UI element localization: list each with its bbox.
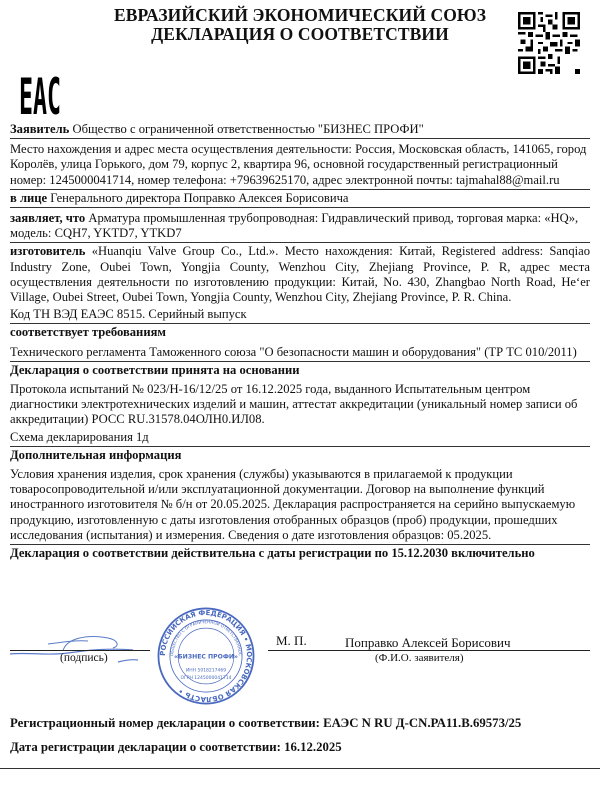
validity-statement: Декларация о соответствии действительна с даты регистрации по 15.12.2030 включительно bbox=[10, 546, 535, 561]
tn-ved-code: Код ТН ВЭД ЕАЭС 8515. Серийный выпуск bbox=[10, 306, 590, 324]
basis-label: Декларация о соответствии принята на основании bbox=[10, 362, 300, 377]
applicant-row bbox=[10, 121, 590, 139]
basis-value: Протокола испытаний № 023/Н-16/12/25 от 16.12.2025 года, выданного Испытательным центром диагностики электротехнических изделий и машин, аттестат аккредитации (уникальный номер записи об аккредитации) РОСС RU.31578.04ОЛН0.ИЛ08. bbox=[10, 382, 578, 427]
declares-row bbox=[10, 210, 590, 243]
additional-info-value: Условия хранения изделия, срок хранения (службы) указываются в прилагаемой к продукции товаросопроводительной и/или эксплуатационной документации. Договор на выполнение функций иностранного изготовителя № б/н от 20.05.2025. Декларация распространяется на серийно выпускаемую продукцию, изготовленную с даты изготовления отобранных образцов (проб) продукции, прошедших исследования (испытания) и измерения. Сведения о дате изготовления образцов: 05.2025. bbox=[10, 466, 590, 545]
signature-line bbox=[10, 650, 150, 651]
company-seal-stamp bbox=[152, 606, 260, 706]
signature-caption: (подпись) bbox=[60, 652, 108, 664]
bottom-rule bbox=[0, 768, 600, 769]
declares-value: Арматура промышленная трубопроводная: Гидравлический привод, торговая марка: «HQ», модель: CQH7, YKTD7, YTKD7 bbox=[10, 211, 579, 241]
title-union: ЕВРАЗИЙСКИЙ ЭКОНОМИЧЕСКИЙ СОЮЗ bbox=[113, 5, 487, 25]
declaration-scheme: Схема декларирования 1д bbox=[10, 429, 590, 447]
registration-date: Дата регистрации декларации о соответствии: 16.12.2025 bbox=[10, 740, 342, 754]
svg-text:ОБЩЕСТВО С ОГРАНИЧЕННОЙ ОТВЕТС: ОБЩЕСТВО С ОГРАНИЧЕННОЙ ОТВЕТСТВЕННОС bbox=[169, 619, 243, 657]
applicant-value: Общество с ограниченной ответственностью "БИЗНЕС ПРОФИ" bbox=[69, 122, 424, 136]
svg-text:ИНН 5018217469: ИНН 5018217469 bbox=[185, 668, 227, 674]
manufacturer-row bbox=[10, 243, 590, 306]
registration-number: Регистрационный номер декларации о соответствии: ЕАЭС N RU Д-CN.РА11.В.69573/25 bbox=[10, 716, 522, 730]
svg-text:РОССИЙСКАЯ ФЕДЕРАЦИЯ • МОСКОВС: РОССИЙСКАЯ ФЕДЕРАЦИЯ • МОСКОВСКАЯ ОБЛАСТЬ • bbox=[158, 608, 254, 704]
person-label: в лице bbox=[10, 190, 48, 205]
declaration-body bbox=[10, 121, 590, 562]
signatory-name: Поправко Алексей Борисович bbox=[345, 635, 511, 650]
declares-label: заявляет, что bbox=[10, 211, 86, 226]
requirements-value: Технического регламента Таможенного союза "О безопасности машин и оборудования" (ТР ТС 010/2011) bbox=[10, 344, 590, 362]
handwritten-signature bbox=[8, 626, 138, 676]
manufacturer-label: изготовитель bbox=[10, 244, 86, 259]
requirements-label: соответствует требованиям bbox=[10, 325, 166, 340]
additional-info-label: Дополнительная информация bbox=[10, 447, 182, 462]
qr-code-icon bbox=[518, 12, 580, 74]
applicant-label: Заявитель bbox=[10, 122, 70, 136]
eac-mark-logo bbox=[18, 68, 62, 126]
seal-place-label: М. П. bbox=[276, 633, 307, 648]
title-declaration: ДЕКЛАРАЦИЯ О СООТВЕТСТВИИ bbox=[151, 24, 449, 44]
applicant-address: Место нахождения и адрес места осуществления деятельности: Россия, Московская область, 141065, город Королёв, улица Горького, дом 79, корпус 2, квартира 96, основной государственный регистрационный номер: 1245000041714, номер телефона: +79639625170, адрес электронной почты: tajmahal88@mail.ru bbox=[10, 141, 590, 190]
signatory-name-caption: (Ф.И.О. заявителя) bbox=[375, 652, 464, 664]
svg-text:«БИЗНЕС ПРОФИ»: «БИЗНЕС ПРОФИ» bbox=[173, 653, 239, 661]
manufacturer-value: «Huanqiu Valve Group Co., Ltd.». Место нахождения: Китай, Registered address: Sanqiao Industry Zone, Oubei Town, Yongjia County, Wenzhou City, Zhejiang Province, P. R, адрес места осуществления деятельности по изготовлению продукции: Китай, No. 430, Zhangbao North Road, He‘er Village, Oubei Street, Oubei Town, Yongjia County, Wenzhou City, Zhejiang Province, P. R. China. bbox=[10, 244, 590, 305]
document-title bbox=[0, 6, 600, 44]
person-value: Генерального директора Поправко Алексея Борисовича bbox=[47, 190, 349, 205]
applicant-person-row bbox=[10, 190, 590, 208]
svg-text:ОГРН 1245000041714: ОГРН 1245000041714 bbox=[180, 675, 232, 681]
eac-mark-text: EAC bbox=[19, 68, 61, 126]
